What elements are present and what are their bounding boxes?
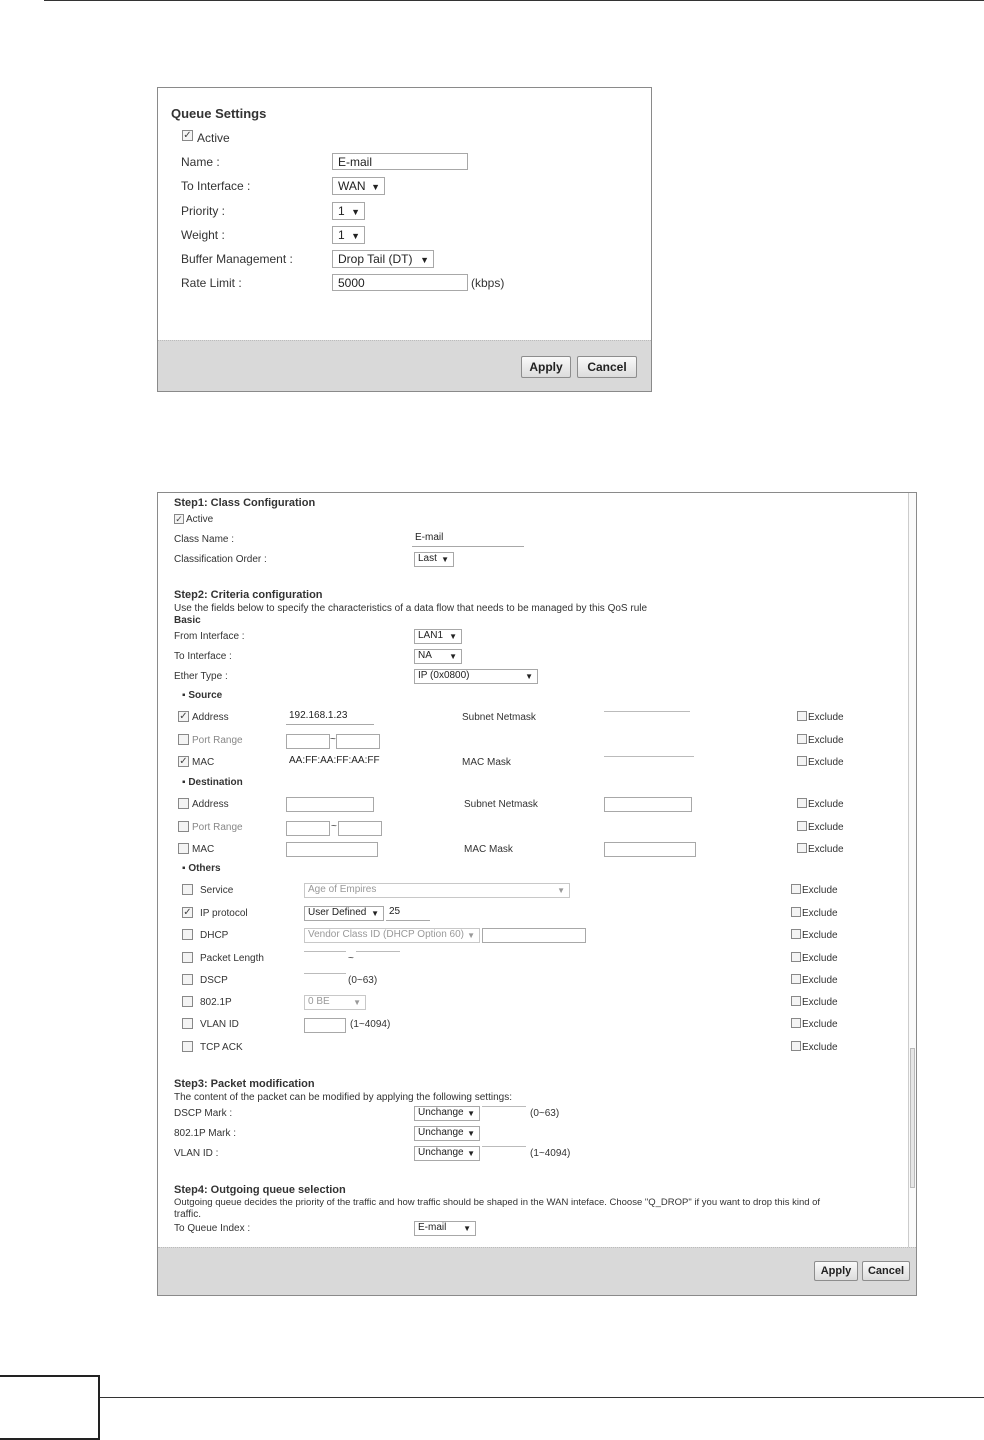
destination-heading: ▪ Destination — [182, 777, 243, 788]
chevron-down-icon: ▼ — [525, 672, 533, 681]
src-port-exclude-label: Exclude — [808, 735, 844, 746]
p8021-select[interactable] — [304, 995, 366, 1010]
step2-title: Step2: Criteria configuration — [174, 589, 323, 601]
p8021-mark-select[interactable] — [414, 1126, 480, 1141]
p8021-mark-value: Unchange — [418, 1127, 464, 1138]
queue-rate-label: Rate Limit : — [181, 276, 242, 290]
src-mac-checkbox[interactable]: ✓ — [179, 756, 188, 767]
dscp-exclude-checkbox[interactable] — [791, 974, 801, 984]
ip-protocol-exclude-checkbox[interactable] — [791, 907, 801, 917]
vlan-id-input[interactable] — [304, 1018, 346, 1033]
chevron-down-icon: ▼ — [351, 231, 360, 241]
dscp-checkbox[interactable] — [182, 974, 193, 985]
dst-mac-checkbox[interactable] — [178, 843, 189, 854]
dst-port-start-input[interactable] — [286, 821, 330, 836]
src-port-checkbox[interactable] — [178, 734, 189, 745]
vlan-id-exclude-checkbox[interactable] — [791, 1018, 801, 1028]
step4-title: Step4: Outgoing queue selection — [174, 1184, 346, 1196]
queue-name-label: Name : — [181, 155, 220, 169]
service-label: Service — [200, 885, 234, 896]
chevron-down-icon: ▼ — [467, 1109, 475, 1118]
tcp-ack-exclude-checkbox[interactable] — [791, 1041, 801, 1051]
queue-to-interface-value: WAN — [338, 179, 366, 193]
dscp-range: (0~63) — [348, 975, 378, 986]
ip-protocol-checkbox[interactable]: ✓ — [183, 907, 192, 918]
src-mac-mask-label: MAC Mask — [462, 757, 511, 768]
classification-order-label: Classification Order : — [174, 554, 267, 565]
ip-protocol-label: IP protocol — [200, 908, 248, 919]
dst-address-label: Address — [192, 799, 229, 810]
queue-priority-select[interactable] — [332, 202, 365, 220]
chevron-down-icon: ▼ — [463, 1224, 471, 1233]
dst-subnet-input[interactable] — [604, 797, 692, 812]
src-subnet-label: Subnet Netmask — [462, 712, 536, 723]
packet-length-checkbox[interactable] — [182, 952, 193, 963]
dst-address-exclude-checkbox[interactable] — [797, 798, 807, 808]
dscp-mark-label: DSCP Mark : — [174, 1108, 233, 1119]
footer-rule — [100, 1397, 984, 1398]
class-name-label: Class Name : — [174, 534, 235, 545]
class-active-label: Active — [186, 514, 214, 525]
src-mac-exclude-label: Exclude — [808, 757, 844, 768]
p8021-value: 0 BE — [308, 996, 330, 1007]
p8021-label: 802.1P — [200, 997, 232, 1008]
dscp-input[interactable] — [304, 973, 346, 974]
vlan-id-range: (1~4094) — [350, 1019, 391, 1030]
dst-port-end-input[interactable] — [338, 821, 382, 836]
src-address-exclude-label: Exclude — [808, 712, 844, 723]
from-interface-value: LAN1 — [418, 630, 444, 641]
src-mac-exclude-checkbox[interactable] — [797, 756, 807, 766]
dhcp-select[interactable] — [304, 928, 480, 943]
dscp-label: DSCP — [200, 975, 228, 986]
queue-settings-panel — [157, 87, 652, 392]
class-config-panel — [157, 492, 917, 1296]
dhcp-value-input[interactable] — [482, 928, 586, 943]
dst-mac-input[interactable] — [286, 842, 378, 857]
dhcp-exclude-label: Exclude — [802, 930, 838, 941]
queue-buffer-label: Buffer Management : — [181, 252, 293, 266]
step4-description-line1: Outgoing queue decides the priority of the traffic and how traffic should be shaped in the WAN inteface. Choose "Q_DROP" if you want to drop this kind of — [174, 1197, 821, 1208]
class-cancel-button[interactable]: Cancel — [862, 1261, 910, 1281]
class-active-checkbox[interactable]: ✓ — [175, 514, 183, 524]
dscp-mark-value: Unchange — [418, 1107, 464, 1118]
queue-active-label: Active — [197, 131, 230, 145]
queue-footer — [158, 340, 651, 391]
queue-index-value: E-mail — [418, 1222, 447, 1233]
to-interface-select[interactable] — [414, 649, 462, 664]
p8021-checkbox[interactable] — [182, 996, 193, 1007]
queue-priority-value: 1 — [338, 204, 345, 218]
vlan-id-mark-value: Unchange — [418, 1147, 464, 1158]
dst-mac-label: MAC — [192, 844, 215, 855]
dst-address-checkbox[interactable] — [178, 798, 189, 809]
dst-subnet-label: Subnet Netmask — [464, 799, 538, 810]
from-interface-label: From Interface : — [174, 631, 245, 642]
vlan-id-mark-range: (1~4094) — [530, 1148, 571, 1159]
queue-weight-select[interactable] — [332, 226, 365, 244]
step2-description: Use the fields below to specify the characteristics of a data flow that needs to be managed by this QoS rule — [174, 603, 648, 614]
queue-weight-label: Weight : — [181, 228, 225, 242]
service-exclude-checkbox[interactable] — [791, 884, 801, 894]
chevron-down-icon: ▼ — [467, 1149, 475, 1158]
vlan-id-label: VLAN ID — [200, 1019, 239, 1030]
chevron-down-icon: ▼ — [449, 632, 457, 641]
vlan-id-mark-input[interactable] — [482, 1146, 526, 1147]
ip-protocol-number-input[interactable]: 25 — [386, 906, 430, 921]
dst-address-exclude-label: Exclude — [808, 799, 844, 810]
src-port-tilde: ~ — [330, 734, 336, 745]
dhcp-checkbox[interactable] — [182, 929, 193, 940]
dst-mac-exclude-checkbox[interactable] — [797, 843, 807, 853]
p8021-mark-label: 802.1P Mark : — [174, 1128, 237, 1139]
queue-to-interface-label: To Interface : — [181, 179, 251, 193]
service-checkbox[interactable] — [182, 884, 193, 895]
service-select[interactable] — [304, 883, 570, 898]
queue-weight-value: 1 — [338, 228, 345, 242]
src-address-input[interactable]: 192.168.1.23 — [286, 710, 374, 725]
packet-length-exclude-checkbox[interactable] — [791, 952, 801, 962]
chevron-down-icon: ▼ — [449, 652, 457, 661]
class-footer — [158, 1247, 916, 1295]
dhcp-exclude-checkbox[interactable] — [791, 929, 801, 939]
chevron-down-icon: ▼ — [371, 182, 380, 192]
ether-type-label: Ether Type : — [174, 671, 228, 682]
queue-index-select[interactable] — [414, 1221, 476, 1236]
chevron-down-icon: ▼ — [353, 998, 361, 1007]
destination-heading-text: Destination — [188, 777, 243, 788]
step3-title: Step3: Packet modification — [174, 1078, 315, 1090]
ip-protocol-value: User Defined — [308, 907, 367, 918]
tcp-ack-exclude-label: Exclude — [802, 1042, 838, 1053]
src-address-checkbox[interactable]: ✓ — [179, 711, 188, 722]
vlan-id-checkbox[interactable] — [182, 1018, 193, 1029]
queue-rate-input[interactable]: 5000 — [332, 274, 468, 291]
class-apply-button[interactable]: Apply — [814, 1261, 858, 1281]
dst-port-exclude-label: Exclude — [808, 822, 844, 833]
p8021-exclude-label: Exclude — [802, 997, 838, 1008]
step4-description-line2: traffic. — [174, 1209, 202, 1220]
chevron-down-icon: ▼ — [351, 207, 360, 217]
others-heading-text: Others — [188, 863, 221, 874]
dscp-exclude-label: Exclude — [802, 975, 838, 986]
queue-name-input[interactable]: E-mail — [332, 153, 468, 170]
chevron-down-icon: ▼ — [467, 931, 475, 940]
packet-length-min-input[interactable] — [304, 951, 346, 952]
vlan-id-mark-label: VLAN ID : — [174, 1148, 219, 1159]
packet-length-label: Packet Length — [200, 953, 264, 964]
src-subnet-input[interactable] — [604, 711, 690, 712]
to-interface-label: To Interface : — [174, 651, 232, 662]
chevron-down-icon: ▼ — [441, 555, 449, 564]
scrollbar[interactable] — [908, 493, 916, 1247]
service-value: Age of Empires — [308, 884, 377, 895]
queue-settings-title: Queue Settings — [171, 106, 267, 121]
src-address-label: Address — [192, 712, 229, 723]
others-heading: ▪ Others — [182, 863, 221, 874]
queue-cancel-button[interactable]: Cancel — [577, 356, 637, 378]
src-port-label: Port Range — [192, 735, 243, 746]
chevron-down-icon: ▼ — [467, 1129, 475, 1138]
queue-active-checkbox[interactable]: ✓ — [183, 130, 192, 141]
basic-heading: Basic — [174, 615, 201, 626]
queue-buffer-value: Drop Tail (DT) — [338, 252, 413, 266]
chevron-down-icon: ▼ — [420, 255, 429, 265]
src-address-exclude-checkbox[interactable] — [797, 711, 807, 721]
dscp-mark-select[interactable] — [414, 1106, 480, 1121]
dst-address-input[interactable] — [286, 797, 374, 812]
dscp-mark-range: (0~63) — [530, 1108, 560, 1119]
dst-mac-exclude-label: Exclude — [808, 844, 844, 855]
tcp-ack-checkbox[interactable] — [182, 1041, 193, 1052]
src-mac-input[interactable]: AA:FF:AA:FF:AA:FF — [286, 755, 378, 770]
ip-protocol-select[interactable] — [304, 906, 384, 921]
step3-description: The content of the packet can be modified by applying the following settings: — [174, 1092, 512, 1103]
chevron-down-icon: ▼ — [371, 909, 379, 918]
src-port-end-input[interactable] — [336, 734, 380, 749]
header-rule — [44, 0, 984, 1]
src-mac-mask-input[interactable] — [604, 756, 694, 757]
queue-rate-unit: (kbps) — [471, 276, 505, 290]
dhcp-value: Vendor Class ID (DHCP Option 60) — [308, 929, 464, 940]
queue-to-interface-select[interactable] — [332, 177, 385, 195]
class-name-input[interactable]: E-mail — [412, 532, 524, 547]
classification-order-select[interactable] — [414, 552, 454, 567]
vlan-id-exclude-label: Exclude — [802, 1019, 838, 1030]
to-interface-value: NA — [418, 650, 432, 661]
dst-port-exclude-checkbox[interactable] — [797, 821, 807, 831]
page-number-box — [0, 1375, 100, 1440]
chevron-down-icon: ▼ — [557, 886, 565, 895]
dst-port-tilde: ~ — [331, 821, 337, 832]
packet-length-tilde: ~ — [348, 953, 354, 964]
dst-mac-mask-input[interactable] — [604, 842, 696, 857]
dst-mac-mask-label: MAC Mask — [464, 844, 513, 855]
dst-port-checkbox[interactable] — [178, 821, 189, 832]
source-heading-text: Source — [188, 690, 223, 701]
ether-type-value: IP (0x0800) — [418, 670, 470, 681]
from-interface-select[interactable] — [414, 629, 462, 644]
packet-length-exclude-label: Exclude — [802, 953, 838, 964]
vlan-id-mark-select[interactable] — [414, 1146, 480, 1161]
ip-protocol-exclude-label: Exclude — [802, 908, 838, 919]
classification-order-value: Last — [418, 553, 437, 564]
queue-index-label: To Queue Index : — [174, 1223, 251, 1234]
service-exclude-label: Exclude — [802, 885, 838, 896]
scrollbar-thumb[interactable] — [910, 1048, 915, 1188]
src-port-start-input[interactable] — [286, 734, 330, 749]
queue-priority-label: Priority : — [181, 204, 226, 218]
p8021-exclude-checkbox[interactable] — [791, 996, 801, 1006]
dst-port-label: Port Range — [192, 822, 243, 833]
queue-buffer-select[interactable] — [332, 250, 434, 268]
step1-title: Step1: Class Configuration — [174, 497, 316, 509]
dhcp-label: DHCP — [200, 930, 229, 941]
source-heading: ▪ Source — [182, 690, 223, 701]
tcp-ack-label: TCP ACK — [200, 1042, 243, 1053]
ether-type-select[interactable] — [414, 669, 538, 684]
queue-apply-button[interactable]: Apply — [521, 356, 571, 378]
packet-length-max-input[interactable] — [356, 951, 400, 952]
src-port-exclude-checkbox[interactable] — [797, 734, 807, 744]
src-mac-label: MAC — [192, 757, 215, 768]
dscp-mark-input[interactable] — [482, 1106, 526, 1107]
